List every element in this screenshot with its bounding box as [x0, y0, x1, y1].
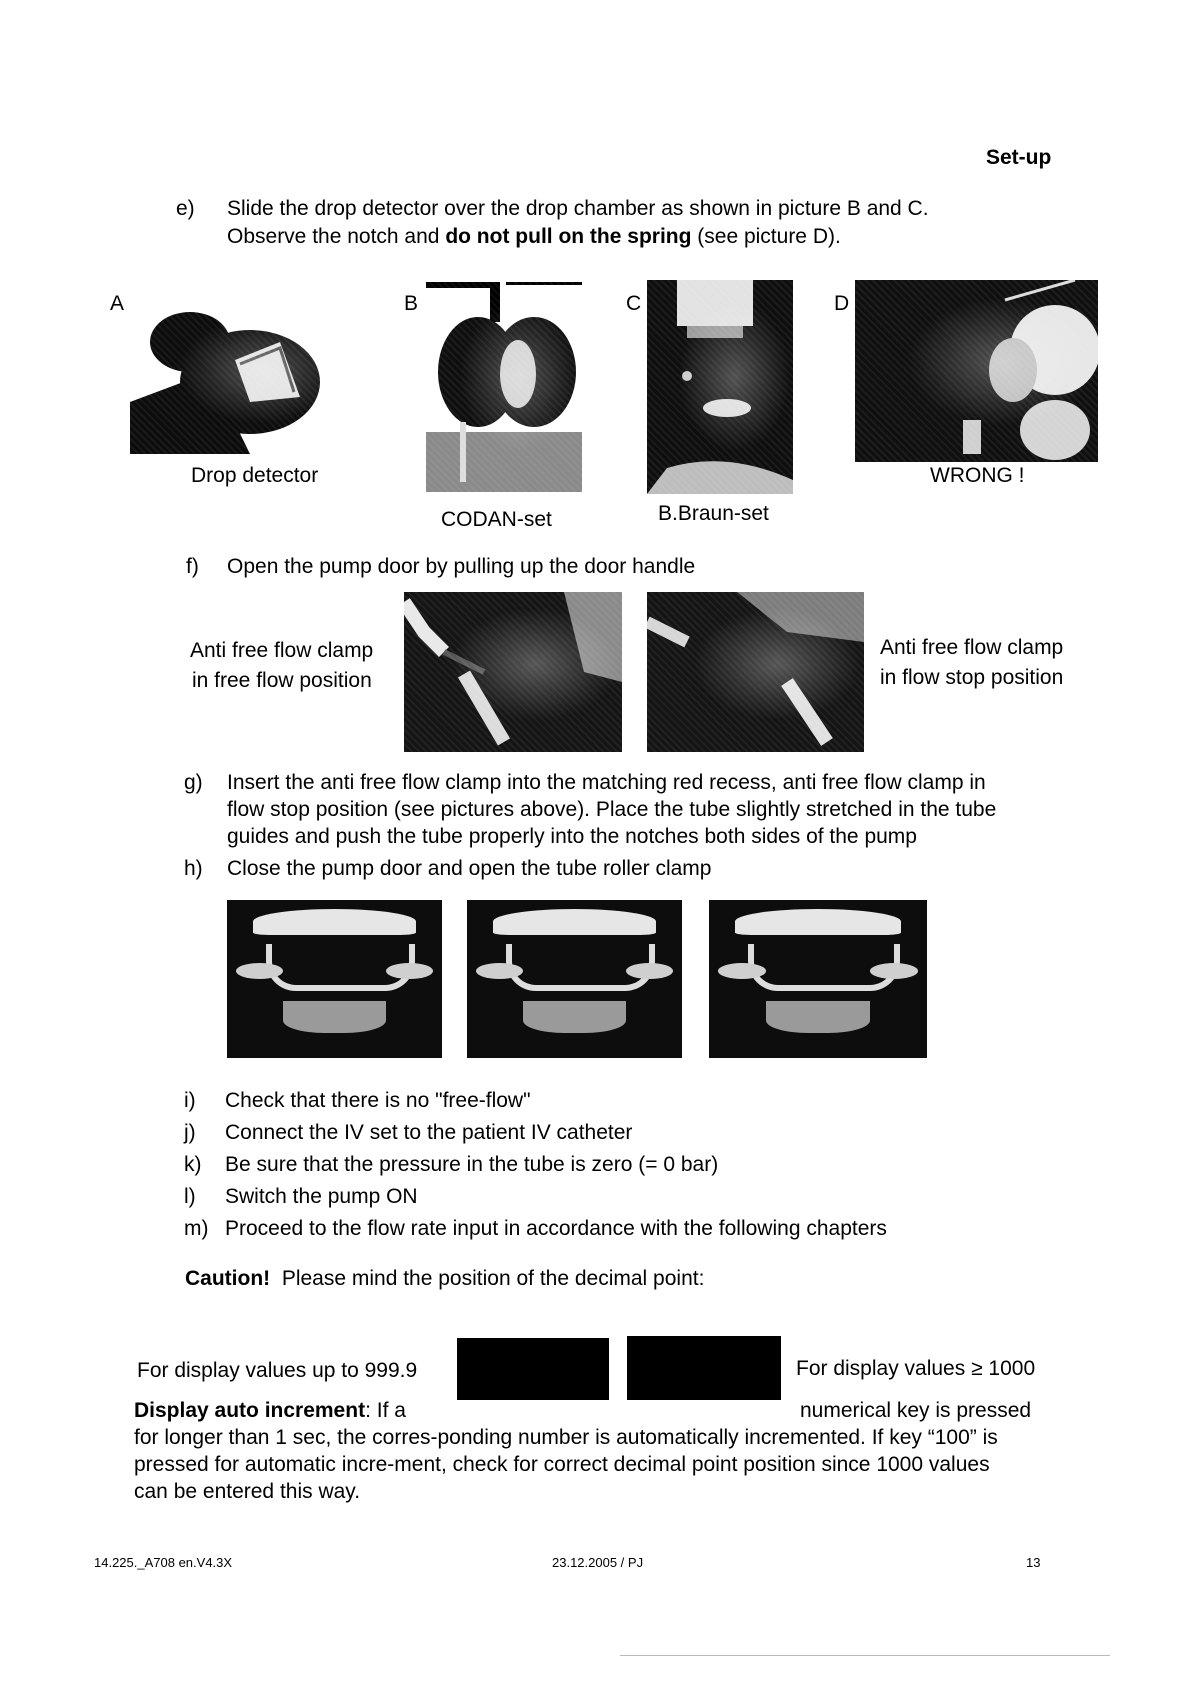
- footer-doc-id: 14.225._A708 en.V4.3X: [94, 1555, 233, 1570]
- step-k-letter: k): [184, 1153, 202, 1176]
- picture-b-letter: B: [404, 292, 419, 315]
- step-l-letter: l): [184, 1185, 196, 1208]
- step-e-letter: e): [176, 197, 195, 220]
- pump-photo-2: [467, 900, 682, 1058]
- footer-page-number: 13: [1026, 1555, 1041, 1570]
- wrong-usage-illustration: [855, 280, 1098, 462]
- clamp-flow-stop-illustration: [647, 592, 864, 752]
- pump-photo-1: [227, 900, 442, 1058]
- clamp-left-line2: in free flow position: [192, 669, 372, 692]
- caution-label: Caution!: [185, 1267, 271, 1290]
- codan-set-illustration: [426, 282, 582, 492]
- step-j-letter: j): [184, 1121, 196, 1144]
- step-e-line2: Observe the notch and do not pull on the spring (see picture D).: [227, 225, 841, 248]
- step-g-line1: Insert the anti free flow clamp into the matching red recess, anti free flow clamp in: [227, 771, 986, 794]
- bottom-scan-line: [620, 1655, 1110, 1656]
- caution-line: Caution! Please mind the position of the decimal point:: [185, 1267, 705, 1290]
- step-m-letter: m): [184, 1217, 209, 1240]
- step-j-text: Connect the IV set to the patient IV catheter: [225, 1121, 633, 1144]
- clamp-right-line2: in flow stop position: [880, 666, 1064, 689]
- step-f-text: Open the pump door by pulling up the door handle: [227, 555, 696, 578]
- picture-a-drop-detector: [130, 302, 350, 454]
- step-k-text: Be sure that the pressure in the tube is zero (= 0 bar): [225, 1153, 719, 1176]
- section-title: Set-up: [986, 146, 1052, 169]
- picture-d-letter: D: [834, 292, 850, 315]
- step-i-letter: i): [184, 1089, 196, 1112]
- picture-c-bbraun-set: [647, 280, 793, 494]
- picture-a-letter: A: [110, 292, 125, 315]
- drop-detector-illustration: [130, 302, 350, 454]
- step-g-letter: g): [184, 771, 203, 794]
- display-left-text: For display values up to 999.9: [137, 1359, 418, 1382]
- step-m-text: Proceed to the flow rate input in accordance with the following chapters: [225, 1217, 887, 1240]
- step-g-line3: guides and push the tube properly into the notches both sides of the pump: [227, 825, 917, 848]
- step-l-text: Switch the pump ON: [225, 1185, 418, 1208]
- picture-d-caption: WRONG !: [930, 464, 1025, 487]
- picture-a-caption: Drop detector: [191, 464, 319, 487]
- bbraun-set-illustration: [647, 280, 793, 494]
- clamp-free-flow-illustration: [404, 592, 622, 752]
- clamp-free-flow-photo: [404, 592, 622, 752]
- step-e-emphasis: do not pull on the spring: [445, 225, 692, 248]
- step-g-line2: flow stop position (see pictures above). Place the tube slightly stretched in the tube: [227, 798, 997, 821]
- auto-increment-line1b: numerical key is pressed: [800, 1399, 1032, 1422]
- step-f-letter: f): [186, 555, 199, 578]
- auto-increment-label: Display auto increment: [134, 1399, 366, 1422]
- picture-c-caption: B.Braun-set: [658, 502, 769, 525]
- display-image-1000: [627, 1336, 781, 1400]
- clamp-left-line1: Anti free flow clamp: [190, 639, 374, 662]
- clamp-flow-stop-photo: [647, 592, 864, 752]
- clamp-right-line1: Anti free flow clamp: [880, 636, 1064, 659]
- auto-increment-line1: Display auto increment: If a: [134, 1399, 406, 1422]
- footer-date: 23.12.2005 / PJ: [552, 1555, 644, 1570]
- auto-increment-line2: for longer than 1 sec, the corres-ponding number is automatically incremented. If key “100” is: [134, 1426, 998, 1449]
- auto-increment-line3: pressed for automatic incre-ment, check for correct decimal point position since 1000 values: [134, 1453, 990, 1476]
- pump-photo-3: [709, 900, 927, 1058]
- step-h-letter: h): [184, 857, 203, 880]
- step-i-text: Check that there is no "free-flow": [225, 1089, 531, 1112]
- step-e-line1: Slide the drop detector over the drop chamber as shown in picture B and C.: [227, 197, 929, 220]
- picture-b-codan-set: [426, 282, 582, 492]
- step-h-text: Close the pump door and open the tube roller clamp: [227, 857, 712, 880]
- display-right-text: For display values ≥ 1000: [796, 1357, 1036, 1380]
- picture-b-caption: CODAN-set: [441, 508, 552, 531]
- picture-d-wrong: [855, 280, 1098, 462]
- auto-increment-line4: can be entered this way.: [134, 1480, 361, 1503]
- picture-c-letter: C: [626, 292, 642, 315]
- display-image-999: [457, 1338, 609, 1400]
